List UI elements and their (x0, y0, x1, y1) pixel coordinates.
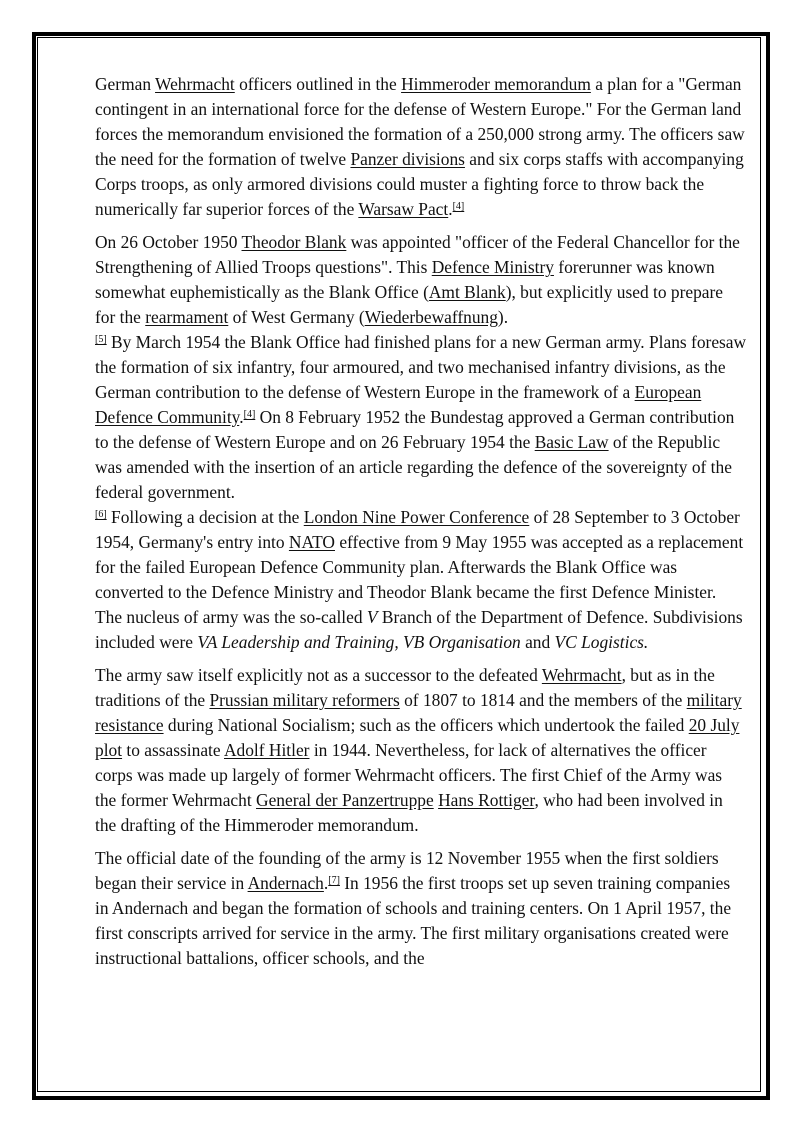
citation-6 (95, 509, 107, 520)
text: and six corps staffs with accompanying Corps troops, as only armored divisions could muster a fighting force to throw back the numerically far superior forces of the (95, 149, 744, 219)
text: In 1956 the first troops set up seven training companies in Andernach and began the formation of schools and training centers. On 1 April 1957, the first conscripts arrived for service in the army. The first military organisations created were instructional battalions, officer schools, and the (95, 873, 732, 968)
citation-link-4[interactable]: [4] (452, 201, 465, 212)
text: German (95, 74, 156, 94)
paragraph-1 (95, 72, 747, 222)
link-amt-blank[interactable]: Amt Blank (428, 282, 506, 302)
link-rearmament[interactable]: rearmament (145, 307, 229, 327)
text: The army saw itself explicitly not as a successor to the defeated (95, 665, 542, 685)
link-prussian-military-reformers[interactable]: Prussian military reformers (209, 690, 400, 710)
link-andernach[interactable]: Andernach (247, 873, 324, 893)
link-basic-law[interactable]: Basic Law (534, 432, 609, 452)
text: of 28 September to 3 October 1954, Germany's entry into (95, 507, 740, 552)
citation-4b (244, 409, 256, 420)
link-theodor-blank[interactable]: Theodor Blank (241, 232, 347, 252)
link-wehrmacht-2[interactable]: Wehrmacht (541, 665, 622, 685)
text: and (520, 632, 555, 652)
text: to assassinate (122, 740, 224, 760)
text: , but as in the traditions of the (95, 665, 715, 710)
italic-text: V (366, 607, 378, 627)
text: of the Republic was amended with the insertion of an article regarding the defence of the sovereignty of the federal government. (95, 432, 732, 502)
paragraph-2 (95, 230, 747, 655)
text: On 8 February 1952 the Bundestag approved a German contribution to the defense of Western Europe and on 26 February 1954 the (95, 407, 735, 452)
text: . (448, 199, 453, 219)
text: ). (497, 307, 509, 327)
text: in 1944. Nevertheless, for lack of alternatives the officer corps was made up largely of former Wehrmacht officers. The first Chief of the Army was the former Wehrmacht (95, 740, 723, 810)
text: . (323, 873, 329, 893)
paragraph-4 (95, 846, 747, 971)
link-20-july-plot[interactable]: 20 July plot (95, 715, 740, 760)
text: Following a decision at the (106, 507, 304, 527)
link-military-resistance[interactable]: military resistance (95, 690, 742, 735)
text: of 1807 to 1814 and the members of the (399, 690, 687, 710)
link-london-nine-power-conference[interactable]: London Nine Power Conference (303, 507, 530, 527)
text: The official date of the founding of the army is 12 November 1955 when the first soldiers began their service in (95, 848, 719, 893)
text: By March 1954 the Blank Office had finished plans for a new German army. Plans foresaw the formation of six infantry, four armoured, and two mechanised infantry divisions, as the German contribution to the defense of Western Europe in the framework of a (95, 332, 747, 402)
text: effective from 9 May 1955 was accepted as a replacement for the failed European Defence Community plan. Afterwards the Blank Office was converted to the Defence Ministry and Theodor Blank became the first Defence Minister. The nucleus of army was the so-called (95, 532, 744, 627)
text: On 26 October 1950 (95, 232, 242, 252)
text: a plan for a "German contingent in an international force for the defense of Western Europe." For the German land forces the memorandum envisioned the formation of a 250,000 strong army. The officers saw the need for the formation of twelve (95, 74, 745, 169)
text: ), but explicitly used to prepare for the (95, 282, 724, 327)
link-panzer-divisions[interactable]: Panzer divisions (350, 149, 465, 169)
document-page (95, 72, 747, 979)
citation-link-6[interactable]: [6] (95, 509, 107, 520)
link-wiederbewaffnung[interactable]: Wiederbewaffnung (364, 307, 498, 327)
citation-5 (95, 334, 107, 345)
text: . (239, 407, 244, 427)
italic-text: VA Leadership and Training, VB Organisation (197, 632, 521, 652)
link-nato[interactable]: NATO (288, 532, 335, 552)
italic-text: VC Logistics. (554, 632, 649, 652)
text: was appointed "officer of the Federal Chancellor for the Strengthening of Allied Troops questions". This (95, 232, 740, 277)
text: of West Germany ( (228, 307, 365, 327)
link-warsaw-pact[interactable]: Warsaw Pact (358, 199, 449, 219)
link-european-defence-community[interactable]: European Defence Community (95, 382, 702, 427)
citation-link-4b[interactable]: [4] (243, 409, 256, 420)
citation-link-7[interactable]: [7] (328, 875, 340, 886)
link-general-der-panzertruppe[interactable]: General der Panzertruppe (256, 790, 434, 810)
citation-7 (328, 875, 340, 886)
citation-4 (453, 201, 465, 212)
citation-link-5[interactable]: [5] (95, 334, 107, 345)
link-wehrmacht[interactable]: Wehrmacht (155, 74, 235, 94)
text: officers outlined in the (234, 74, 402, 94)
text: Branch of the Department of Defence. Subdivisions included were (95, 607, 743, 652)
link-hans-rottiger[interactable]: Hans Rottiger (438, 790, 535, 810)
link-himmeroder-memorandum[interactable]: Himmeroder memorandum (401, 74, 591, 94)
link-adolf-hitler[interactable]: Adolf Hitler (223, 740, 310, 760)
text: , who had been involved in the drafting of the Himmeroder memorandum. (95, 790, 723, 835)
text: during National Socialism; such as the officers which undertook the failed (163, 715, 689, 735)
link-defence-ministry[interactable]: Defence Ministry (431, 257, 554, 277)
text: forerunner was known somewhat euphemistically as the Blank Office ( (95, 257, 715, 302)
paragraph-3 (95, 663, 747, 838)
